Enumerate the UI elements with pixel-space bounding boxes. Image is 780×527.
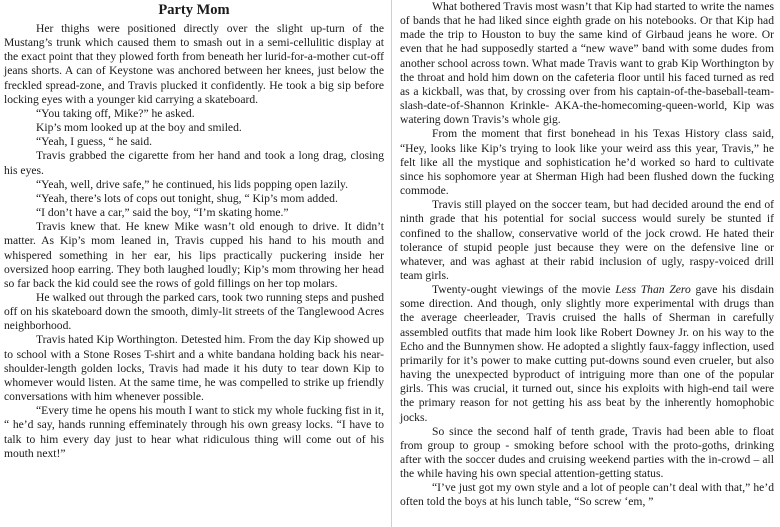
paragraph: Travis grabbed the cigarette from her hand and took a long drag, closing his eyes. bbox=[4, 149, 384, 177]
paragraph: What bothered Travis most wasn’t that Kip had started to write the names of bands that he had liked since eighth grade on his notebooks. Or that Kip had made the trip to Houston to buy the same kind of Girbaud jeans he wore. Or even that he had supposedly started a “new wave” band with some dudes from another school across town. What made Travis want to grab Kip Worthington by the throat and hold him down on the cafeteria floor until his faced turned as red as a kickball, was that, by crossing over from his captain-of-the-baseball-team-slash-date-of-Shannon Krinkle- AKA-the-homecoming-queen-world, Kip was watering down Travis’s whole gig. bbox=[400, 0, 774, 127]
paragraph: “Every time he opens his mouth I want to stick my whole fucking fist in it, “ he’d say, hands running effeminately through his own greasy locks. “I have to talk to him every day just to hear what ridiculous thing will come out of his mouth next!” bbox=[4, 404, 384, 460]
column-divider bbox=[391, 0, 392, 527]
paragraph: He walked out through the parked cars, took two running steps and pushed off on his skateboard down the smooth, dimly-lit streets of the Tanglewood Acres neighborhood. bbox=[4, 290, 384, 333]
paragraph: Travis knew that. He knew Mike wasn’t old enough to drive. It didn’t matter. As Kip’s mom leaned in, Travis cupped his hand to his mouth and whispered something in her ear, his lips practically puckering inside her oversized hoop earring. They both laughed loudly; Kip’s mom throwing her head so far back the kid could see the rows of gold fillings on her top molars. bbox=[4, 220, 384, 290]
paragraph: “I don’t have a car,” said the boy, “I’m skating home.” bbox=[36, 206, 289, 220]
paragraph: “Yeah, there’s lots of cops out tonight, shug, “ Kip’s mom added. bbox=[36, 191, 338, 205]
left-column bbox=[4, 0, 384, 461]
paragraph: Her thighs were positioned directly over the slight up-turn of the Mustang’s trunk which caused them to smash out in a semi-cellulitic display at the exact point that they plowed forth from beneath her lurid-for-a-mother cut-off jeans shorts. A can of Keystone was anchored between her knees, just below the freckled spread-zone, and Travis plucked it confidently. He took a big sip before locking eyes with a younger kid carrying a skateboard. bbox=[4, 22, 384, 106]
paragraph: So since the second half of tenth grade, Travis had been able to float from group to group - smoking before school with the proto-goths, drinking after with the soccer dudes and cruising weekend parties with the in-crowd – all the while having his own special attention-getting status. bbox=[400, 424, 774, 481]
text-run: Twenty-ought viewings of the movie bbox=[432, 283, 616, 297]
paragraph: “I’ve just got my own style and a lot of people can’t deal with that,” he’d often told the boys at his lunch table, “So screw ‘em, ” bbox=[400, 481, 774, 509]
paragraph: “Yeah, well, drive safe,” he continued, his lids popping open lazily. bbox=[36, 177, 348, 191]
text-run: gave his disdain some direction. And though, only slightly more experimental with drugs than the average cheerleader, Travis cruised the halls of Sherman in carefully assembled outfits that made him look like Robert Downey Jr. on his way to the Echo and the Bunnymen show. He adopted a slightly faux-faggy inflection, used primarily for it’s power to make cutting put-downs sound even crueler, but also having the unexpected byproduct of intriguing more than one of the popular girls. This was crucial, it turned out, since his exploits with high-end tail were the primary reason for not getting his ass beat by the inherently homophobic jocks. bbox=[400, 283, 774, 424]
paragraph: Kip’s mom looked up at the boy and smiled. bbox=[36, 121, 242, 135]
paragraph: Travis hated Kip Worthington. Detested him. From the day Kip showed up to school with a Stone Roses T-shirt and a white bandana holding back his near-shoulder-length golden locks, Travis had made it his duty to tear down Kip to whomever would listen. At the same time, he was compelled to strike up friendly conversations with him whenever possible. bbox=[4, 333, 384, 404]
article-title: Party Mom bbox=[158, 2, 230, 18]
paragraph: From the moment that first bonehead in his Texas History class said, “Hey, looks like Kip’s trying to look like your weird ass this year, Travis,” he felt like all the mystique and sophistication he’d worked so hard to cultivate since his sophomore year at Sherman High had been flushed down the fucking commode. bbox=[400, 127, 774, 198]
paragraph: “Yeah, I guess, “ he said. bbox=[36, 135, 153, 149]
right-column bbox=[400, 0, 774, 510]
paragraph: “You taking off, Mike?” he asked. bbox=[36, 106, 195, 120]
movie-title: Less Than Zero bbox=[615, 283, 691, 297]
paragraph: Travis still played on the soccer team, but had decided around the end of ninth grade that his potential for social success would surely be stunted if confined to the shallow, conservative world of the jock crowd. He hated their tolerance of stupid people just because they were on the defensive line or whatever, and was aghast at their rabid inclusion of ugly, raspy-voiced drill team girls. bbox=[400, 198, 774, 282]
paragraph bbox=[400, 283, 774, 425]
